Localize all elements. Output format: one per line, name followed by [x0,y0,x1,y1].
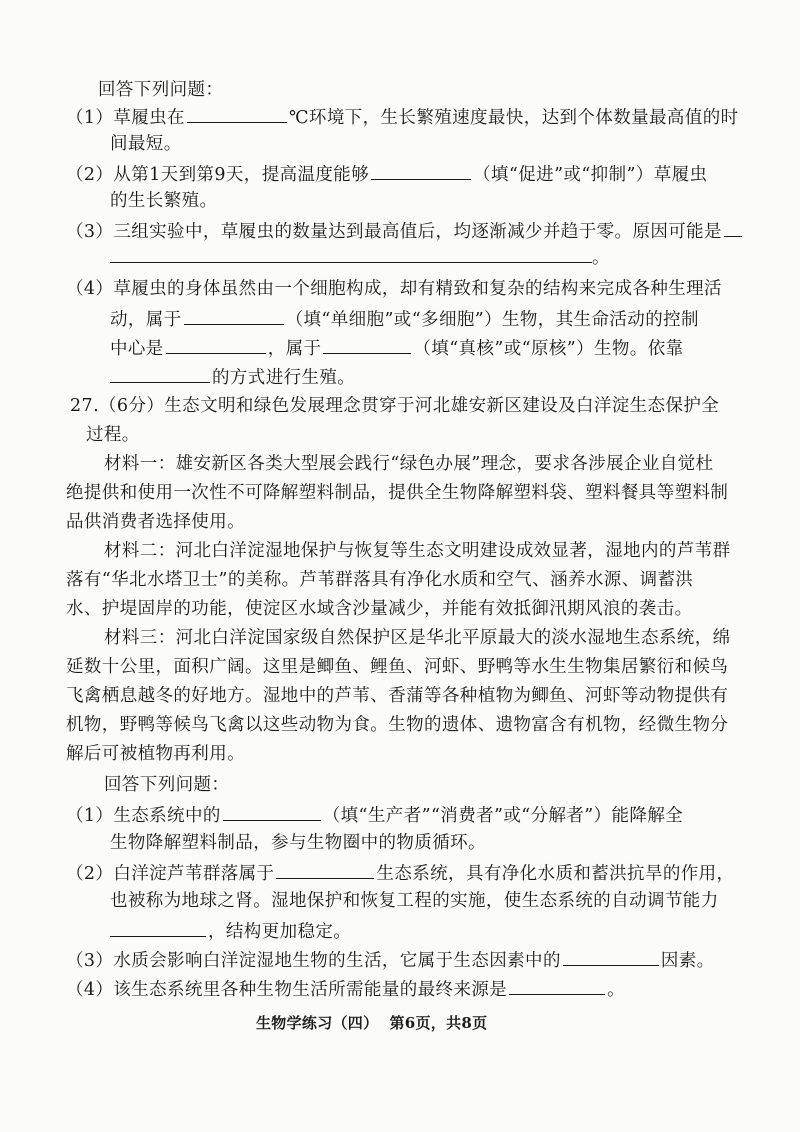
q26-s4-blank-2[interactable] [166,335,266,354]
q26-s4-line4 [108,364,355,390]
material-1-line-2: 绝提供和使用一次性不可降解塑料制品，提供全生物降解塑料袋、塑料餐具等塑料制 [66,483,729,503]
material-3-line-3: 飞禽栖息越冬的好地方。湿地中的芦苇、香蒲等各种植物为鲫鱼、河虾等动物提供有 [66,686,729,706]
material-1-line-3: 品供消费者选择使用。 [66,512,245,532]
q26-s1-cont: 间最短。 [110,134,182,154]
q27-s3-blank[interactable] [563,947,659,966]
q27-s2-post: 生态系统，具有净化水质和蓄洪抗旱的作用， [376,864,735,884]
q27-s1-blank[interactable] [223,802,321,821]
q26-s3-line1 [66,218,744,244]
q27-s2-cont: 也被称为地球之肾。湿地保护和恢复工程的实施，使生态系统的自动调节能力 [110,891,719,911]
q26-prompt: 回答下列问题： [98,80,224,100]
q26-s2-line1 [66,161,707,187]
q26-s1-num: （1） [66,108,114,128]
q27-s2-line1 [66,860,734,886]
q27-s1-post: （填“生产者”“消费者”或“分解者”）能降解全 [322,806,684,826]
q27-s2-pre: 白洋淀芦苇群落属于 [113,864,275,884]
q27-s4-line1 [66,976,625,1002]
q27-s2-blank-1[interactable] [276,860,374,879]
q26-s3-end: 。 [592,248,610,268]
q27-s1-cont: 生物降解塑料制品，参与生物圈中的物质循环。 [110,833,486,853]
q27-prompt: 回答下列问题： [104,775,230,795]
q26-s1-line1 [66,104,739,130]
q26-s4-l4-post: 的方式进行生殖。 [212,368,356,388]
q27-s2-cont2-post: ，结构更加稳定。 [208,922,352,942]
q26-s2-cont: 的生长繁殖。 [110,191,218,211]
q26-s4-blank-1[interactable] [184,306,284,325]
q27-s4-num: （4） [66,980,114,1000]
q27-s3-line1 [66,947,715,973]
material-3-line-4: 机物，野鸭等候鸟飞禽以这些动物为食。生物的遗体、遗物富含有机物，经微生物分 [66,715,729,735]
q27-s2-blank-2[interactable] [110,918,206,937]
q26-s4-l3-pre: 中心是 [110,339,164,359]
material-1-line-1: 材料一：雄安新区各类大型展会践行“绿色办展”理念，要求各涉展企业自觉杜 [104,454,714,474]
q26-s2-blank[interactable] [371,161,471,180]
q26-s4-l2-post: （填“单细胞”或“多细胞”）生物，其生命活动的控制 [285,310,699,330]
material-2-line-2: 落有“华北水塔卫士”的美称。芦苇群落具有净化水质和空气、涵养水源、调蓄洪 [66,570,694,590]
q26-s4-l2-pre: 动，属于 [110,310,182,330]
material-2-line-1: 材料二：河北白洋淀湿地保护与恢复等生态文明建设成效显著，湿地内的芦苇群 [104,541,731,561]
q26-s2-post: （填“促进”或“抑制”）草履虫 [473,165,708,185]
q27-heading-cont: 过程。 [86,425,140,445]
q27-s2-cont2 [108,918,351,944]
q26-s4-line2 [110,306,699,332]
q26-s1-blank[interactable] [187,104,287,123]
q26-s4-blank-3[interactable] [323,335,411,354]
q26-s3-blank-a[interactable] [724,218,742,237]
q26-s4-num: （4） [66,279,114,299]
q27-s1-line1 [66,802,683,828]
material-3-line-5: 解后可被植物再利用。 [66,744,245,764]
q27-heading: 27.（6分）生态文明和绿色发展理念贯穿于河北雄安新区建设及白洋淀生态保护全 [70,396,720,416]
q26-s1-post: ℃环境下，生长繁殖速度最快，达到个体数量最高值的时 [288,108,739,128]
q26-s3-text: 三组实验中，草履虫的数量达到最高值后，均逐渐减少并趋于零。原因可能是 [113,222,722,242]
q26-s2-pre: 从第1天到第9天，提高温度能够 [113,165,370,185]
q26-s4-l1: 草履虫的身体虽然由一个细胞构成，却有精致和复杂的结构来完成各种生理活 [113,279,722,299]
q27-s1-pre: 生态系统中的 [113,806,221,826]
q26-s2-num: （2） [66,165,114,185]
q27-s3-post: 因素。 [660,951,715,971]
q26-s4-blank-4[interactable] [110,364,210,383]
q26-s4-l3-post: （填“真核”或“原核”）生物。依靠 [413,339,684,359]
q27-s3-num: （3） [66,951,114,971]
q26-s4-line1 [66,277,722,301]
q27-s4-blank[interactable] [509,976,605,995]
q26-s1-pre: 草履虫在 [113,108,185,128]
q26-s4-l3-mid: ，属于 [267,339,322,359]
q26-s3-num: （3） [66,222,114,242]
q26-s4-line3 [110,335,684,361]
q27-s4-pre: 该生态系统里各种生物生活所需能量的最终来源是 [113,980,508,1000]
q27-s4-post: 。 [607,980,626,1000]
q27-s1-num: （1） [66,806,114,826]
material-2-line-3: 水、护堤固岸的功能，使淀区水域含沙量减少，并能有效抵御汛期风浪的袭击。 [66,599,693,619]
q27-s3-pre: 水质会影响白洋淀湿地生物的生活，它属于生态因素中的 [113,951,561,971]
material-3-line-2: 延数十公里，面积广阔。这里是鲫鱼、鲤鱼、河虾、野鸭等水生生物集居繁衍和候鸟 [66,657,729,677]
page-footer: 生物学练习（四） 第6页，共8页 [256,1014,488,1032]
q26-s3-answer-line[interactable] [110,262,592,263]
q27-s2-num: （2） [66,864,114,884]
material-3-line-1: 材料三：河北白洋淀国家级自然保护区是华北平原最大的淡水湿地生态系统，绵 [104,628,731,648]
